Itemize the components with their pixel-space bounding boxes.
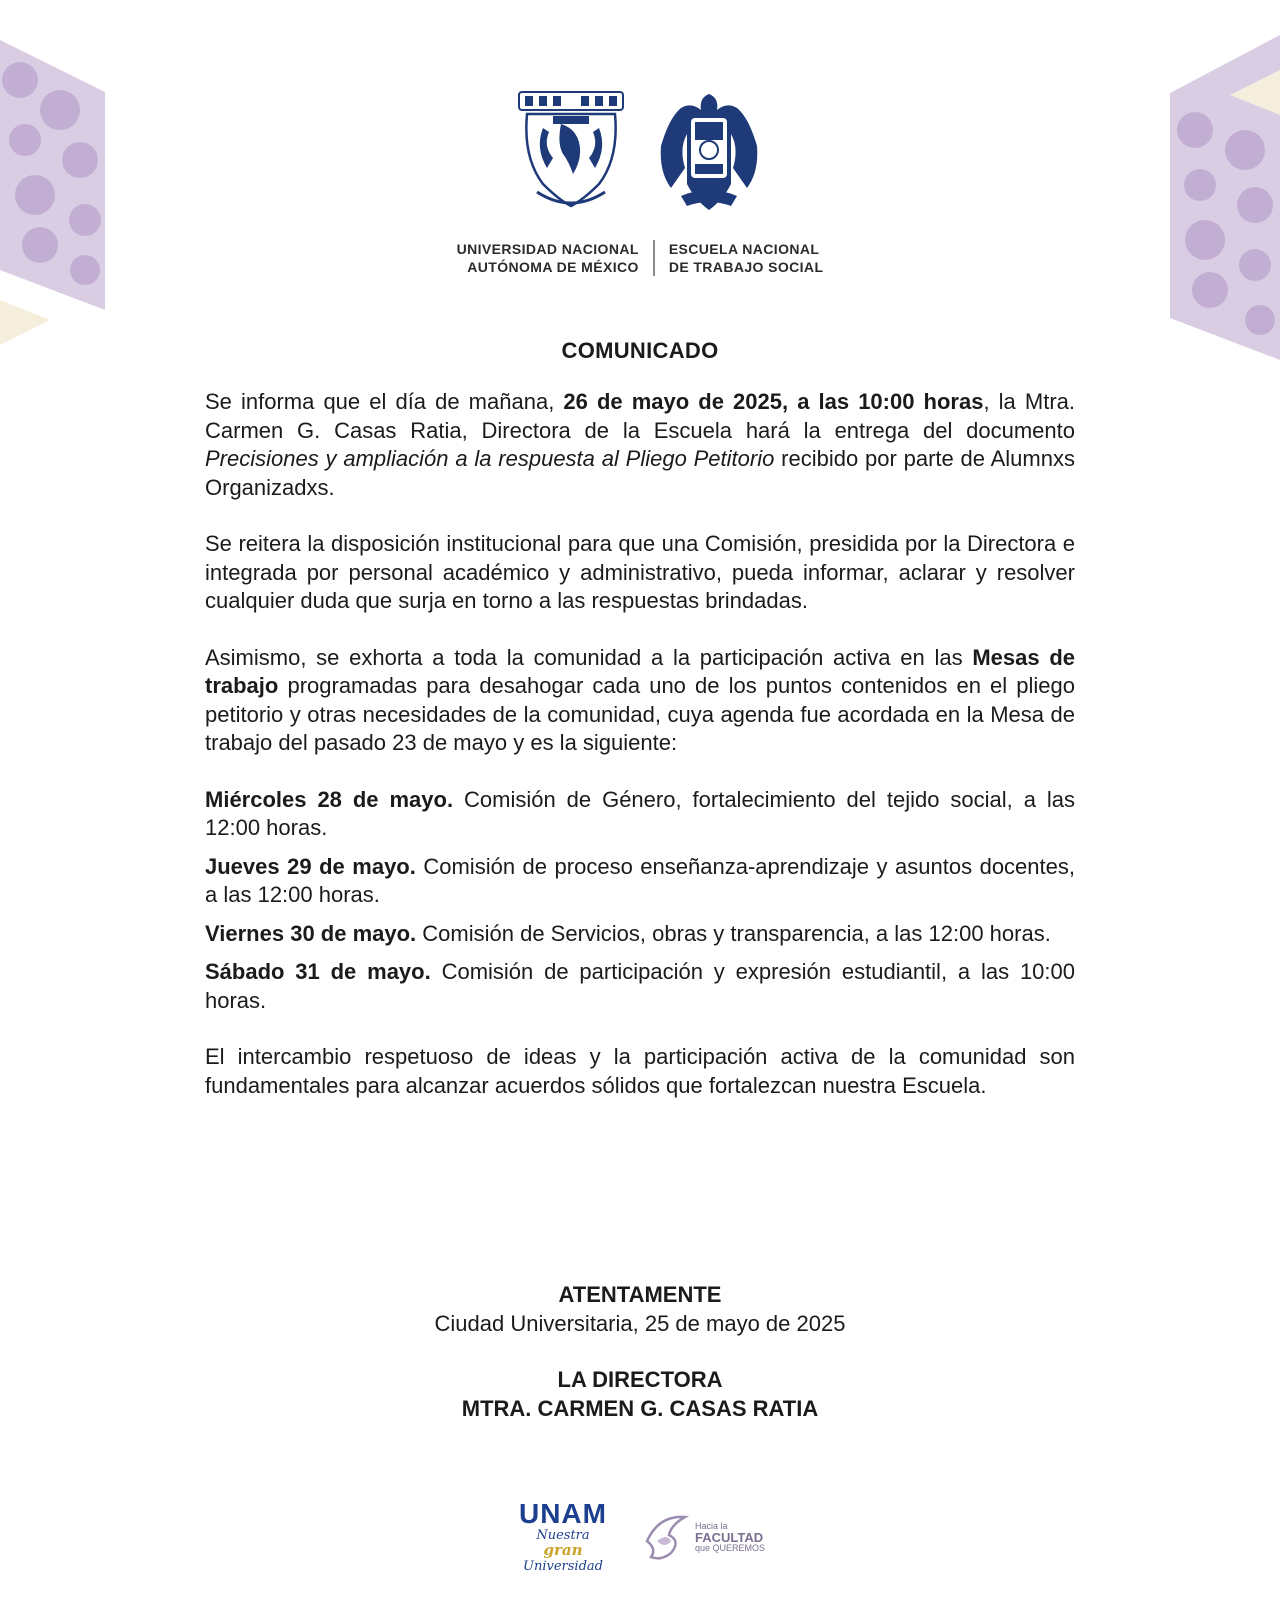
document-body xyxy=(205,388,1075,1128)
facultad-logo: Hacia la FACULTAD que QUEREMOS xyxy=(641,1511,765,1563)
salutation: ATENTAMENTE xyxy=(558,1282,722,1307)
agenda-item: Miércoles 28 de mayo. Comisión de Género, fortalecimiento del tejido social, a las 12:00 horas. xyxy=(205,786,1076,840)
paragraph-commission: Se reitera la disposición institucional para que una Comisión, presidida por la Directora e integrada por personal académico y administrativo, pueda informar, aclarar y resolver cualquier duda que surja en torno a las respuestas brindadas. xyxy=(205,531,1075,613)
unam-coat-of-arms-icon xyxy=(513,88,629,216)
signer-role: LA DIRECTORA xyxy=(557,1367,723,1392)
hummingbird-icon xyxy=(641,1511,689,1563)
document-title: COMUNICADO xyxy=(561,338,719,363)
signature-block xyxy=(0,1280,1280,1423)
signer-name: MTRA. CARMEN G. CASAS RATIA xyxy=(461,1396,819,1421)
header-emblems xyxy=(0,88,1280,275)
institution-names xyxy=(0,240,1280,276)
agenda-item: Jueves 29 de mayo. Comisión de proceso enseñanza-aprendizaje y asuntos docentes, a las 12:00 horas. xyxy=(205,853,1075,907)
place-date: Ciudad Universitaria, 25 de mayo de 2025 xyxy=(434,1311,846,1336)
paragraph-closing: El intercambio respetuoso de ideas y la participación activa de la comunidad son fundamentales para alcanzar acuerdos sólidos que fortalezcan nuestra Escuela. xyxy=(205,1044,1075,1098)
paragraph-announcement: Se informa que el día de mañana, 26 de mayo de 2025, a las 10:00 horas, la Mtra. Carmen G. Casas Ratia, Directora de la Escuela hará la entrega del documento Precisiones y ampliación a la respuesta al Pliego Petitorio recibido por parte de Alumnxs Organizadxs. xyxy=(205,389,1075,500)
ents-eagle-emblem-icon xyxy=(651,88,767,216)
agenda-item: Viernes 30 de mayo. Comisión de Servicios, obras y transparencia, a las 12:00 horas. xyxy=(205,920,1051,946)
institution-ents: ESCUELA NACIONAL DE TRABAJO SOCIAL xyxy=(668,241,824,275)
paragraph-exhortation: Asimismo, se exhorta a toda la comunidad a la participación activa en las Mesas de trabajo programadas para desahogar cada uno de los puntos contenidos en el pliego petitorio y otras necesidades de la comunidad, cuya agenda fue acordada en la Mesa de trabajo del pasado 23 de mayo y es la siguiente: xyxy=(205,644,1076,755)
agenda-item: Sábado 31 de mayo. Comisión de participación y expresión estudiantil, a las 10:00 horas. xyxy=(205,959,1076,1013)
footer-logos xyxy=(0,1500,1280,1574)
unam-logo: UNAM Nuestra gran Universidad xyxy=(518,1498,607,1574)
institution-unam: UNIVERSIDAD NACIONAL AUTÓNOMA DE MÉXICO xyxy=(456,241,639,275)
